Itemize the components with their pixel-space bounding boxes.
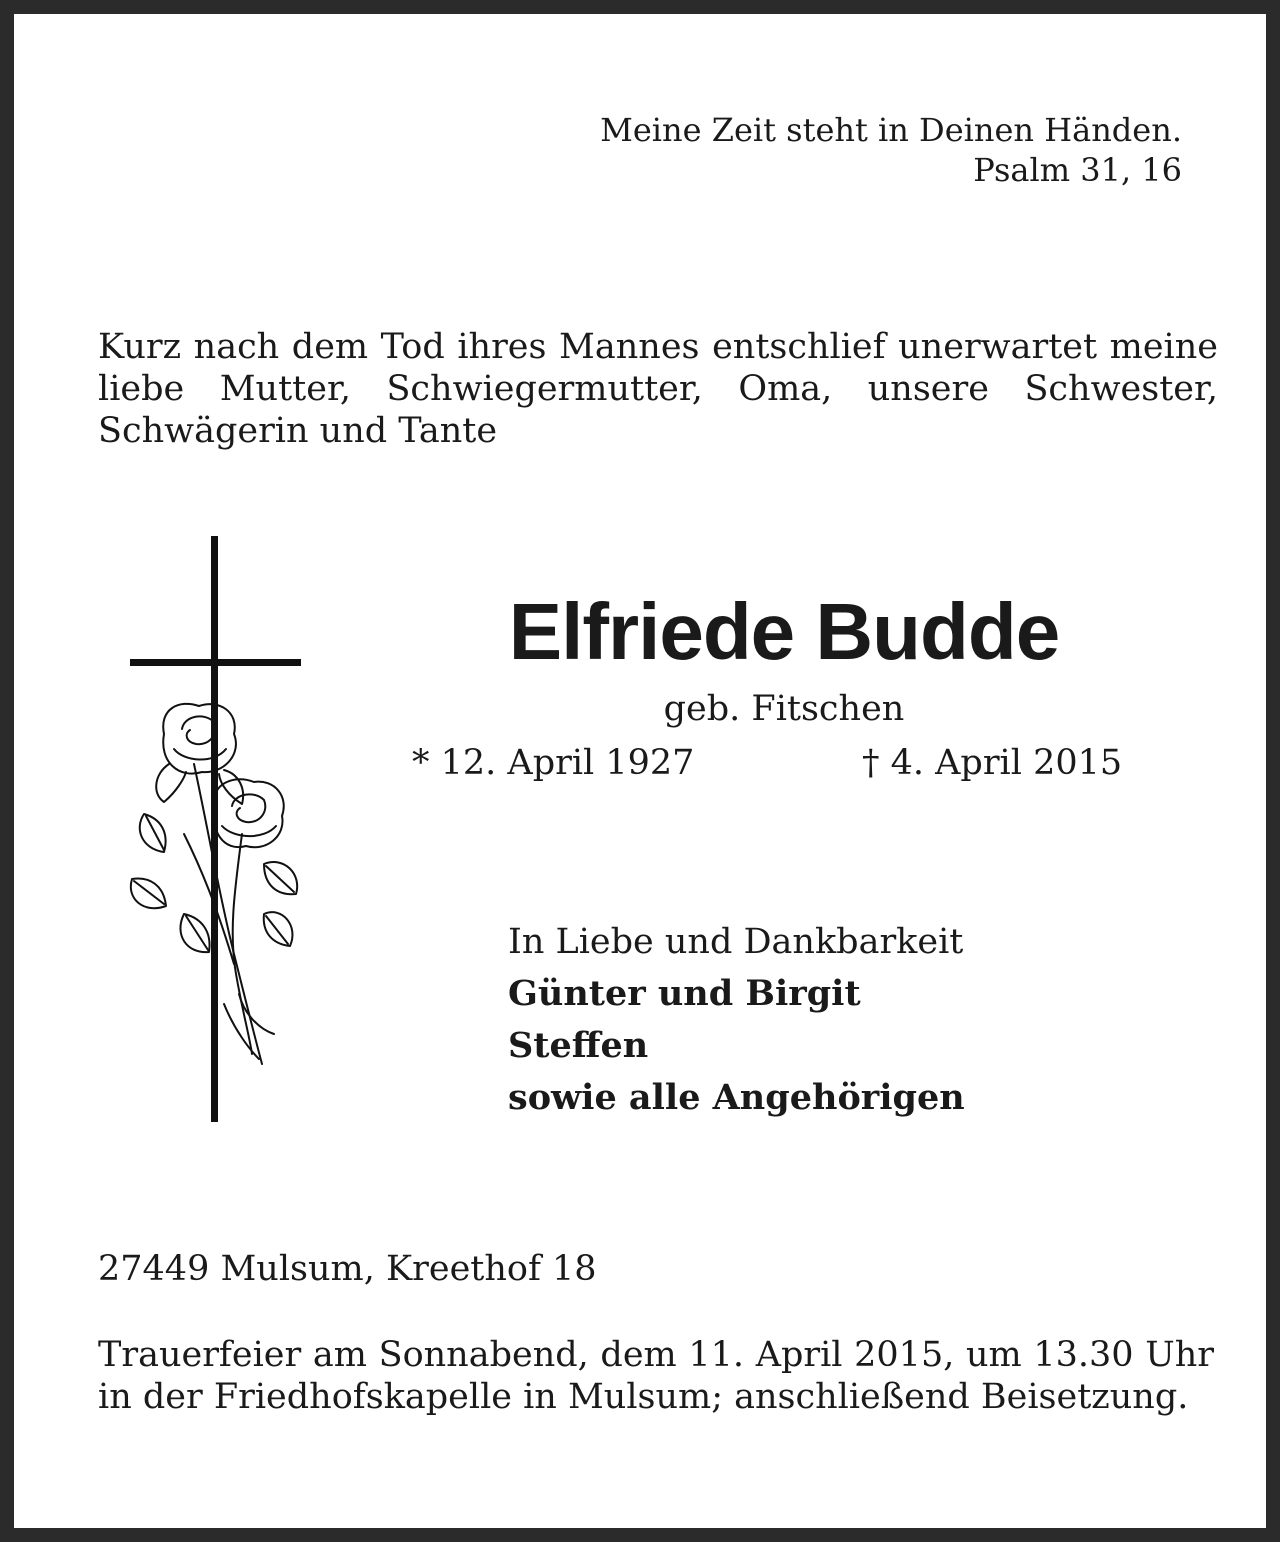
mourners-block	[508, 916, 965, 1124]
mourner-grandson: Steffen	[508, 1025, 649, 1066]
verse-reference: Psalm 31, 16	[973, 151, 1182, 189]
verse-text: Meine Zeit steht in Deinen Händen.	[600, 111, 1182, 149]
maiden-name: geb. Fitschen	[663, 689, 905, 729]
address: 27449 Mulsum, Kreethof 18	[98, 1249, 597, 1289]
birth-date: * 12. April 1927	[412, 743, 695, 783]
mourner-relatives: sowie alle Angehörigen	[508, 1077, 965, 1118]
mourner-family: Günter und Birgit	[508, 973, 861, 1014]
bible-verse	[600, 110, 1182, 190]
funeral-service-text: Trauerfeier am Sonnabend, dem 11. April 2015, um 13.30 Uhr in der Friedhofskapelle in Mulsum; anschließend Beisetzung.	[98, 1335, 1214, 1417]
mourners-intro: In Liebe und Dankbarkeit	[508, 922, 964, 962]
death-date: † 4. April 2015	[862, 743, 1123, 783]
cross-with-roses-icon	[124, 534, 314, 1134]
intro-text: Kurz nach dem Tod ihres Mannes entschlief unerwartet meine liebe Mutter, Schwiegermutter, Oma, unsere Schwester, Schwägerin und Tante	[98, 327, 1218, 451]
deceased-name: Elfriede Budde	[508, 587, 1060, 676]
